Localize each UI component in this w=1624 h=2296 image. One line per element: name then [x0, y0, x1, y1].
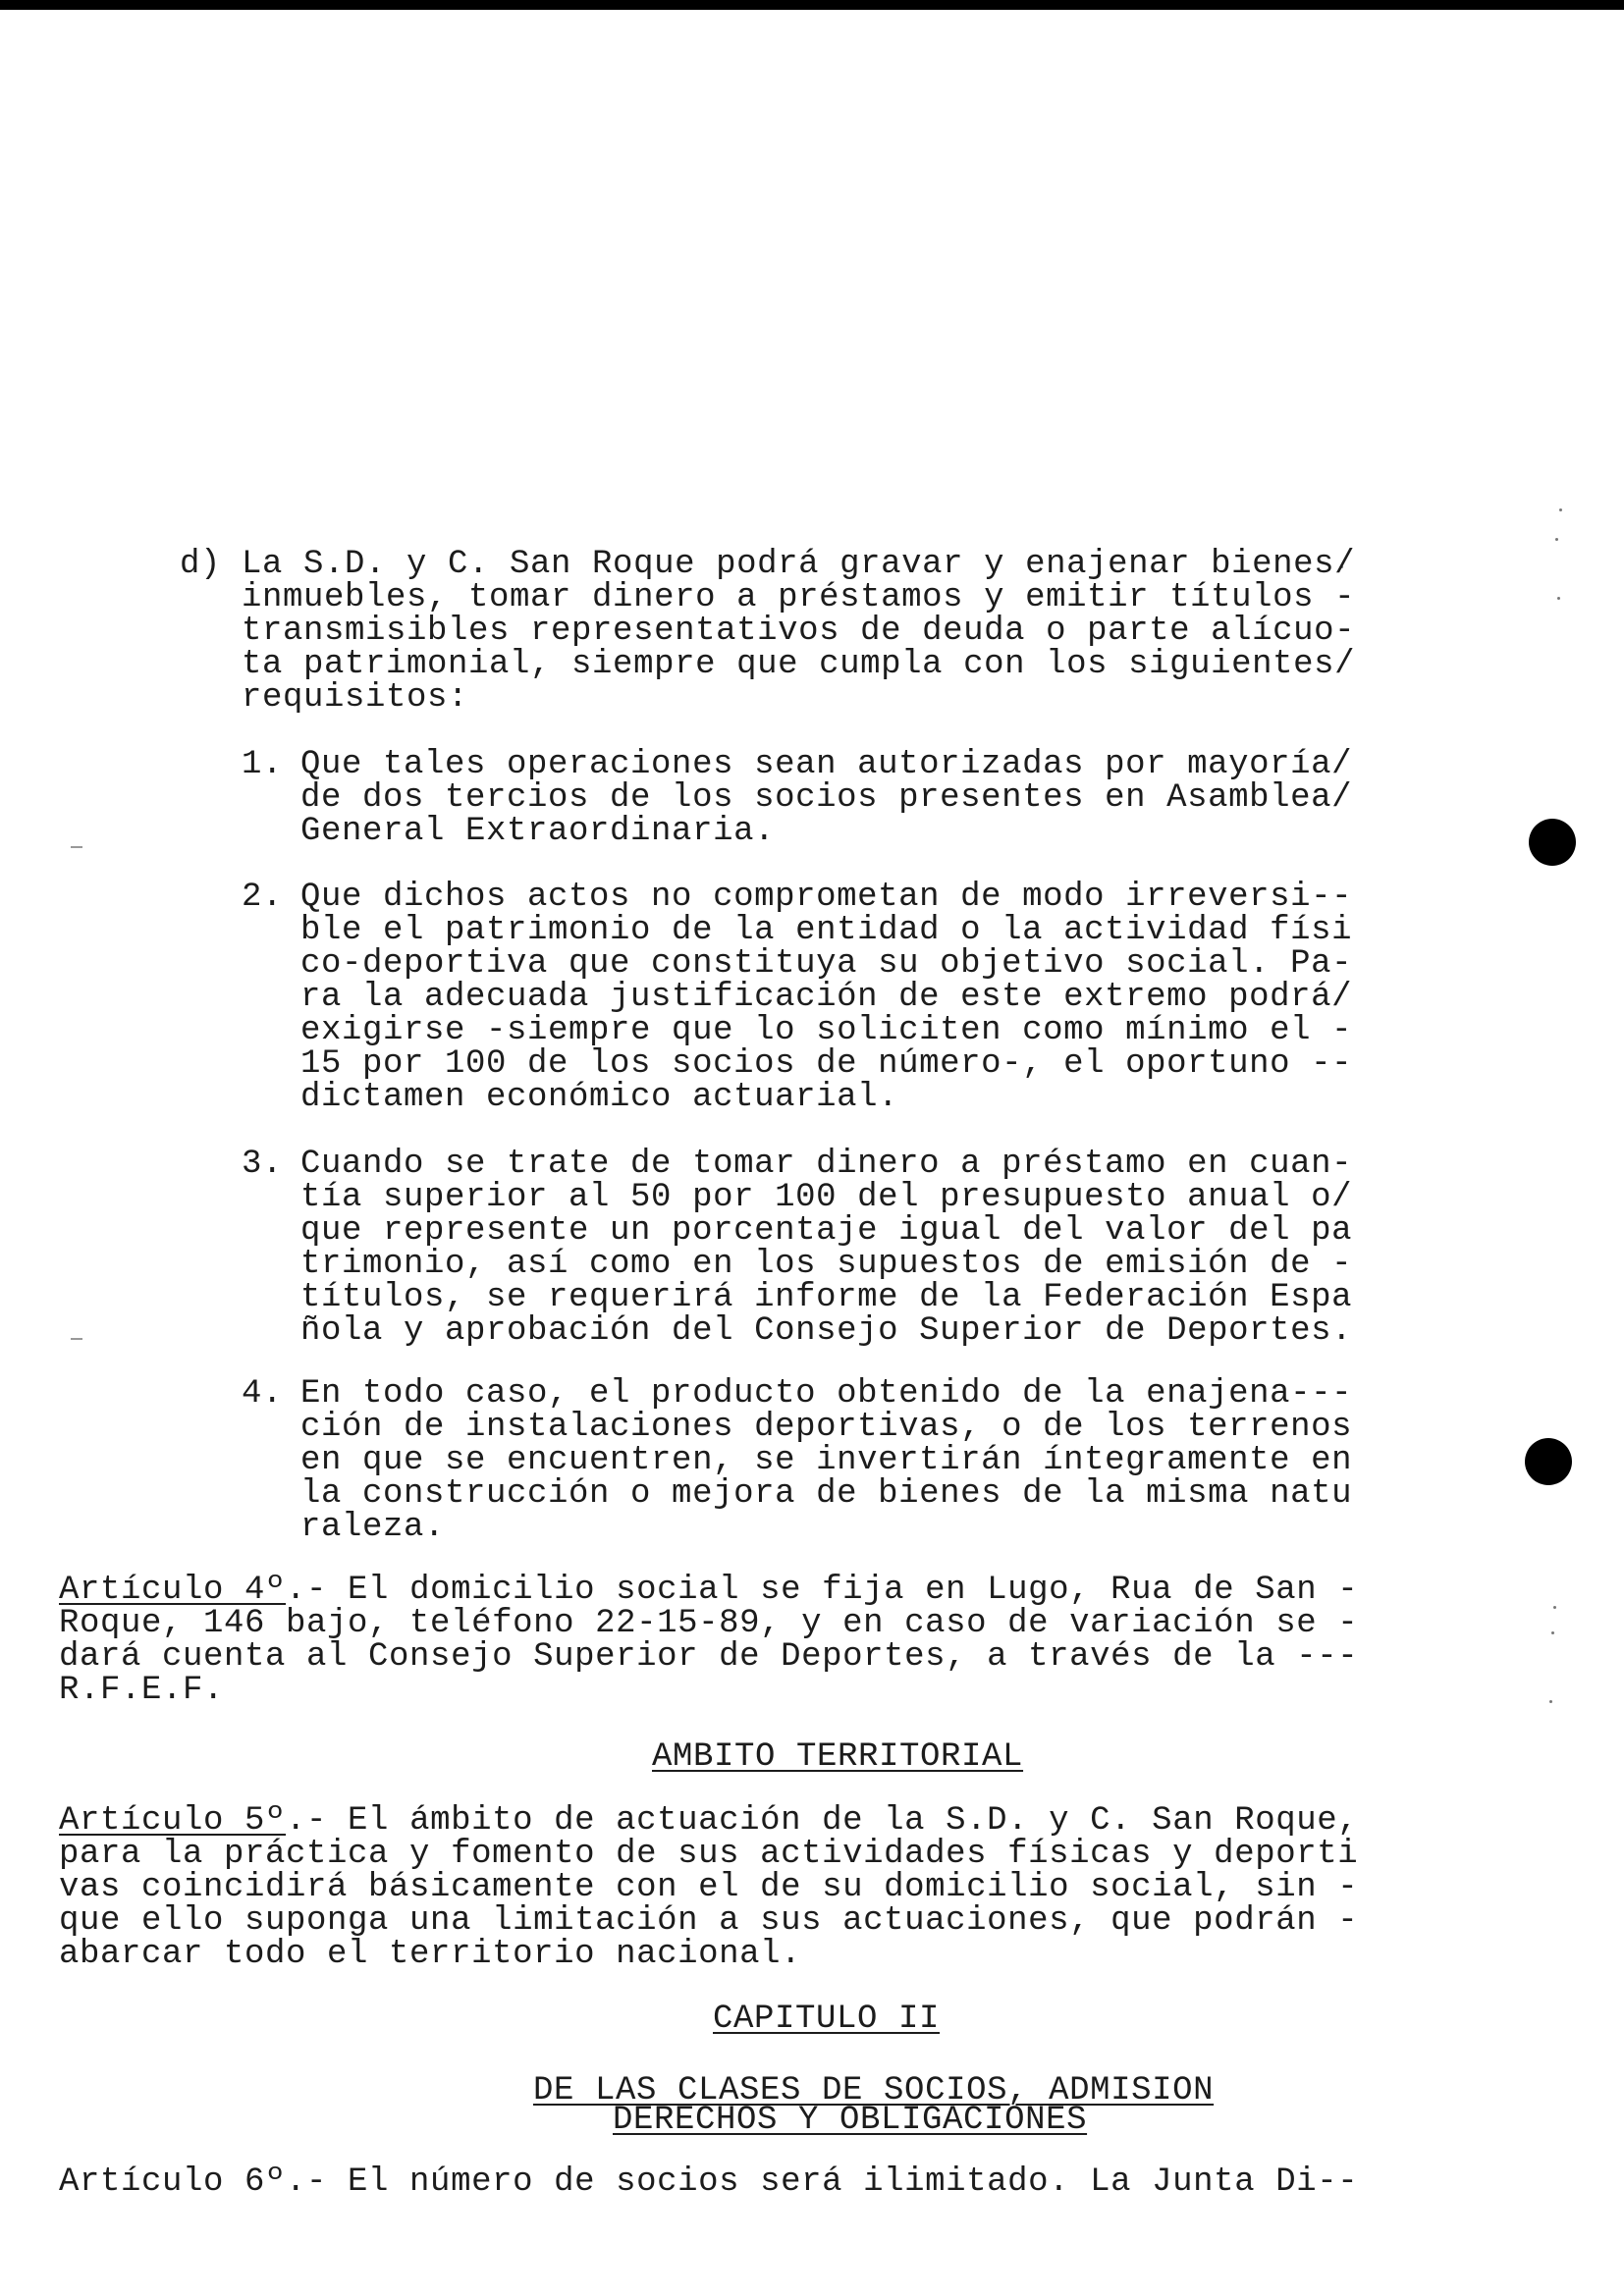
- scan-speck: [1549, 1700, 1552, 1703]
- requisito-line: dictamen económico actuarial.: [300, 1079, 899, 1116]
- requisito-line: la construcción o mejora de bienes de la misma natu: [300, 1475, 1353, 1513]
- punch-hole-lower: [1525, 1438, 1572, 1485]
- requisito-line: de dos tercios de los socios presentes en Asamblea/: [300, 779, 1353, 817]
- punch-hole-upper: [1529, 819, 1576, 866]
- requisito-line: en que se encuentren, se invertirán íntegramente en: [300, 1442, 1353, 1479]
- requisito-line: ción de instalaciones deportivas, o de los terrenos: [300, 1409, 1353, 1446]
- articulo-4-first-text: .- El domicilio social se fija en Lugo, Rua de San -: [286, 1572, 1359, 1609]
- clases-heading-line-1: DE LAS CLASES DE SOCIOS, ADMISION: [533, 2072, 1215, 2109]
- clases-heading-line-2: DERECHOS Y OBLIGACIONES: [613, 2102, 1088, 2139]
- item-d-line: transmisibles representativos de deuda o parte alícuo-: [242, 613, 1356, 650]
- requisito-line: trimonio, así como en los supuestos de emisión de -: [300, 1246, 1353, 1283]
- item-d-line: requisitos:: [242, 679, 469, 717]
- articulo-5-first-line: [59, 1804, 1358, 1838]
- articulo-5-line: abarcar todo el territorio nacional.: [59, 1936, 802, 1973]
- articulo-4-line: R.F.E.F.: [59, 1672, 225, 1709]
- requisito-line: títulos, se requerirá informe de la Federación Espa: [300, 1279, 1353, 1316]
- requisito-line: Que dichos actos no comprometan de modo irreversi--: [300, 879, 1353, 916]
- requisito-line: raleza.: [300, 1509, 446, 1546]
- articulo-4-line: Roque, 146 bajo, teléfono 22-15-89, y en caso de variación se -: [59, 1605, 1359, 1642]
- requisito-line: que represente un porcentaje igual del valor del pa: [300, 1212, 1353, 1250]
- requisito-line: tía superior al 50 por 100 del presupuesto anual o/: [300, 1179, 1353, 1216]
- articulo-5-heading: Artículo 5º: [59, 1802, 287, 1840]
- scan-top-edge: [0, 0, 1624, 10]
- scan-mark: [71, 846, 82, 848]
- item-d-line: inmuebles, tomar dinero a préstamos y emitir títulos -: [242, 579, 1356, 616]
- scan-mark: [71, 1338, 82, 1340]
- requisito-number: 3.: [242, 1146, 284, 1183]
- requisito-number: 2.: [242, 879, 284, 916]
- requisito-line: co-deportiva que constituya su objetivo social. Pa-: [300, 945, 1353, 983]
- requisito-line: ñola y aprobación del Consejo Superior de Deportes.: [300, 1312, 1353, 1350]
- requisito-line: ra la adecuada justificación de este extremo podrá/: [300, 979, 1353, 1016]
- requisito-line: 15 por 100 de los socios de número-, el oportuno --: [300, 1045, 1353, 1083]
- capitulo-heading: CAPITULO II: [713, 2001, 941, 2038]
- requisito-line: Cuando se trate de tomar dinero a préstamo en cuan-: [300, 1146, 1353, 1183]
- requisito-number: 1.: [242, 746, 284, 783]
- requisito-line: General Extraordinaria.: [300, 813, 776, 850]
- scan-speck: [1555, 538, 1558, 541]
- articulo-5-first-text: .- El ámbito de actuación de la S.D. y C. San Roque,: [286, 1802, 1359, 1840]
- articulo-5-line: vas coincidirá básicamente con el de su domicilio social, sin -: [59, 1869, 1359, 1906]
- scan-speck: [1559, 508, 1562, 511]
- requisito-line: ble el patrimonio de la entidad o la actividad físi: [300, 912, 1353, 949]
- articulo-4-first-line: [59, 1574, 1358, 1607]
- requisito-line: Que tales operaciones sean autorizadas por mayoría/: [300, 746, 1353, 783]
- articulo-6-line: Artículo 6º.- El número de socios será ilimitado. La Junta Di--: [59, 2163, 1359, 2201]
- requisito-number: 4.: [242, 1375, 284, 1413]
- ambito-territorial-heading: AMBITO TERRITORIAL: [652, 1738, 1024, 1776]
- item-d-marker: d): [180, 546, 222, 583]
- articulo-4-line: dará cuenta al Consejo Superior de Deportes, a través de la ---: [59, 1638, 1359, 1676]
- scan-speck: [1553, 1606, 1556, 1609]
- scan-speck: [1557, 597, 1560, 600]
- articulo-5-line: para la práctica y fomento de sus actividades físicas y deporti: [59, 1836, 1359, 1873]
- articulo-5-line: que ello suponga una limitación a sus actuaciones, que podrán -: [59, 1902, 1359, 1940]
- requisito-line: En todo caso, el producto obtenido de la enajena---: [300, 1375, 1353, 1413]
- articulo-4-heading: Artículo 4º: [59, 1572, 287, 1609]
- scan-speck: [1551, 1631, 1554, 1634]
- requisito-line: exigirse -siempre que lo soliciten como mínimo el -: [300, 1012, 1353, 1049]
- item-d-line: ta patrimonial, siempre que cumpla con los siguientes/: [242, 646, 1356, 683]
- item-d-line: La S.D. y C. San Roque podrá gravar y enajenar bienes/: [242, 546, 1356, 583]
